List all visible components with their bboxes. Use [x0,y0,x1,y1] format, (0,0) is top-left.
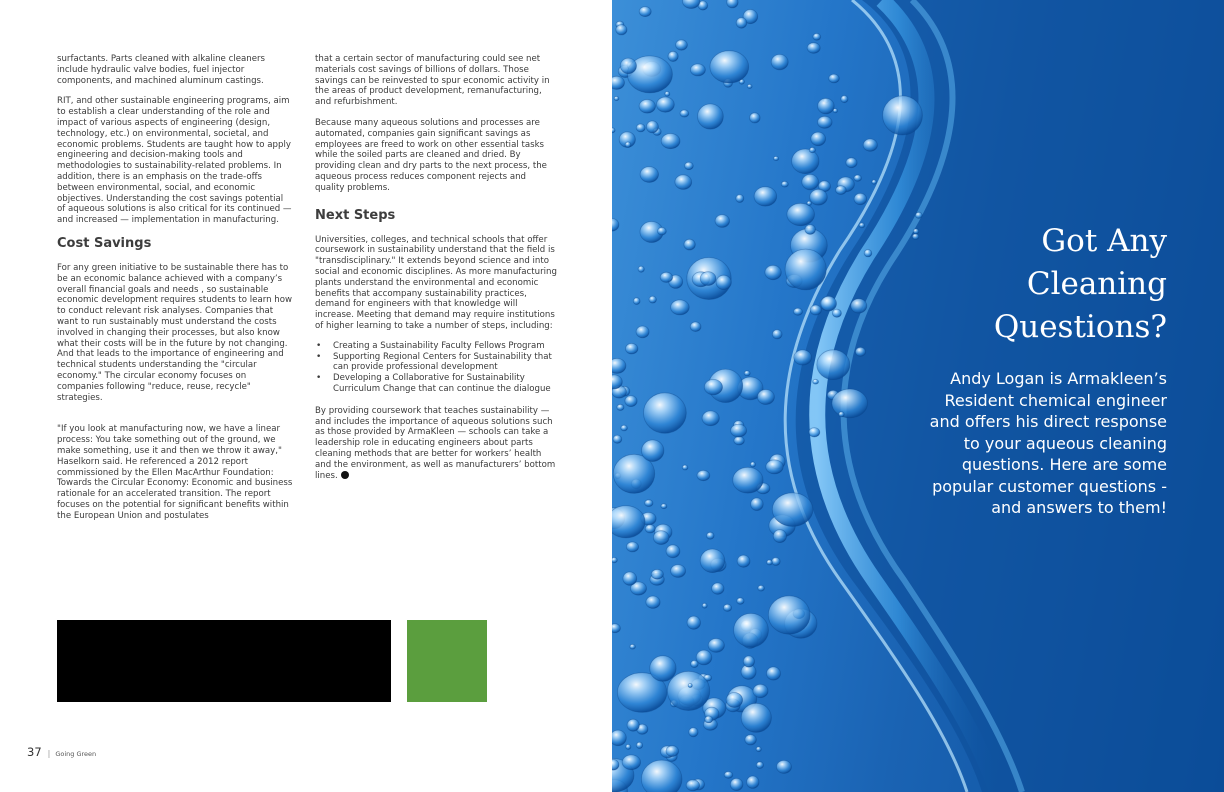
water-drop [621,425,628,431]
water-drop [809,147,815,152]
water-drop [660,272,672,282]
water-drop [612,760,619,771]
water-drop [658,227,667,235]
water-drop [741,703,771,732]
water-drop [666,746,679,757]
section-heading-cost-savings: Cost Savings [57,235,152,251]
magazine-name: Going Green [55,750,97,758]
water-drop [710,51,749,83]
water-drop [734,436,744,445]
water-drop [821,296,837,311]
water-drop [612,730,626,746]
water-drop [708,639,724,653]
water-drop [736,195,744,203]
intro-text: Andy Logan is Armakleen’s Resident chemical engineer and offers his direct response to your aqueous cleaning questions. Here are some popular customer questions - and answers to them! [929,369,1167,517]
water-drop [697,470,710,480]
water-drop [612,624,620,633]
water-drop [767,560,773,565]
water-drop [872,180,877,184]
water-drop [702,411,719,426]
paragraph: For any green initiative to be sustainable there has to be an economic balance achieved with a company’s overall financial goals and needs , so sustainable economic development requires students to learn how to conduct relevant risk analyses. Companies that want to run sustainably must understand the costs involved in changing their processes, but also know what their costs will be in the future by not changing. And that leads to the importance of engineering and technical students understanding the "circular economy." The circular economy focuses on companies following "reduce, reuse, recycle" strategies. [57,262,293,403]
water-drop [851,299,867,313]
water-drop [636,326,649,338]
water-drop [640,167,658,183]
water-drop [661,134,680,149]
steps-list [315,341,558,395]
water-drop [671,300,690,315]
water-drop [653,531,669,545]
water-drop [836,186,847,195]
right-page [612,0,1224,792]
water-drop [757,390,774,405]
water-drop [650,656,676,682]
water-drop [756,747,761,752]
water-drop [807,43,820,54]
water-drop [787,203,815,225]
water-drop [690,322,701,332]
water-drop [766,460,783,474]
water-drop [772,558,781,566]
water-drop [854,175,862,181]
water-drop [651,569,663,579]
water-drop [855,347,865,356]
paragraph [315,406,558,482]
water-drop [612,128,615,133]
water-drop [811,132,826,146]
water-drop [675,175,692,190]
water-drop [829,74,840,83]
water-drop [690,64,705,76]
water-drop [700,549,725,573]
water-drop [696,650,712,665]
water-drop [754,187,777,206]
paragraph: "If you look at manufacturing now, we have a linear process: You take something out of the ground, we make something, use it and then we throw it away," Haselkorn said. He referenced a 2012 report commissioned by the Ellen MacArthur Foundation: Towards the Circular Economy: Economic and business rationale for an accelerated transition. The report focuses on the potential for significant benefits within the European Union and postulates [57,424,293,521]
end-mark-icon [341,471,349,479]
closing-text: By providing coursework that teaches sustainability — and includes the importance of aqueous solutions such as those provided by ArmaKleen — schools can take a leadership role in educating engineers about parts cleaning methods that are better for workers’ health and the environment, as well as manufacturers’ bottom lines. [315,405,556,481]
water-drop [686,780,699,791]
water-drop [737,598,744,605]
water-drop [612,557,617,562]
water-drop [702,603,707,608]
water-drop [802,174,819,189]
water-drop [765,265,781,279]
water-drop [723,604,731,611]
water-drop [612,76,625,89]
water-drop [745,735,756,745]
water-drop [810,305,821,315]
water-drop [641,760,682,792]
text-column-left [57,54,293,521]
headline-line: Got Any [1041,223,1167,259]
list-item: • Supporting Regional Centers for Sustainability that can provide professional development [315,352,558,374]
water-drop [727,0,738,8]
water-drop [612,219,619,232]
water-drop [744,371,750,376]
water-drop [915,212,922,218]
water-drop [671,565,686,578]
water-drop [813,33,821,40]
water-drop [809,428,820,437]
water-drop [794,308,803,315]
paragraph: surfactants. Parts cleaned with alkaline cleaners include hydraulic valve bodies, fuel injector components, and machined aluminum castings. [57,54,265,86]
water-drop [724,772,733,779]
water-drop [666,545,680,558]
water-drop [773,530,786,543]
water-drop [726,693,742,708]
water-drop [839,412,845,417]
text-column-right [315,54,558,481]
water-drop [612,358,626,373]
water-drop [785,249,826,290]
water-drop [846,158,857,168]
water-drop [716,275,731,289]
water-drop [750,462,755,467]
water-drop [626,744,631,749]
water-drop [817,350,850,380]
water-drop [771,54,788,69]
water-drop [689,728,698,737]
water-drop [625,142,631,148]
paragraph: that a certain sector of manufacturing could see net materials cost savings of billions of dollars. Those savings can be reinvested to spur economic activity in the areas of product development, remanufacturing, and refurbishment. [315,54,550,108]
water-drop [756,762,763,769]
water-drop [751,498,764,511]
paragraph: Because many aqueous solutions and processes are automated, companies gain significant savings as employees are freed to work on other essential tasks while the soiled parts are cleaned and dried. By providing clean and dry parts to the next process, the aqueous process reduces component rejects and quality problems. [315,117,547,193]
water-drop [758,585,765,591]
water-drop [617,404,624,410]
water-drop [772,330,782,339]
water-drop [781,181,788,187]
water-drop [661,504,667,509]
water-drop [680,110,689,117]
water-drop [833,109,837,113]
water-drop [636,124,645,132]
water-drop [612,506,645,538]
list-item: • Developing a Collaborative for Sustainability Curriculum Change that can continue the dialogue [315,373,558,395]
water-drop [747,84,752,88]
water-drop [743,656,754,667]
water-drop [818,116,833,128]
water-drop [774,156,779,160]
water-drop [687,616,700,629]
water-drop [864,250,872,257]
water-drop [734,613,769,647]
water-drop [644,393,687,433]
water-drop [639,7,651,17]
water-drop [768,596,810,634]
water-drop [747,776,759,788]
water-drop [676,40,688,50]
water-drop [715,215,729,228]
water-drop [832,389,868,418]
water-drop [854,193,867,204]
water-drop [627,719,639,731]
water-drop [620,58,636,74]
water-drop [705,716,713,723]
water-drop [810,189,828,205]
water-drop [700,272,716,286]
water-drop [688,684,692,688]
water-drop [633,298,640,305]
water-drop [832,309,841,317]
water-drop [698,104,724,129]
headline-line: Questions? [993,309,1167,345]
water-drop [805,225,816,235]
black-block [57,620,391,702]
page-number: 37 [27,745,42,759]
water-drop [683,0,700,9]
water-drop [859,223,865,228]
water-drop [685,162,694,170]
water-drop [667,671,709,710]
water-drop [772,493,813,527]
water-drop [777,760,792,773]
green-block [407,620,487,702]
water-drop [737,555,750,567]
water-drop [863,139,877,151]
footer-separator: | [47,749,51,758]
section-heading-next-steps: Next Steps [315,207,396,223]
water-drop [626,343,638,354]
water-drop [730,778,743,790]
water-drop [794,350,812,365]
water-drop [883,96,923,135]
water-drop [646,121,658,133]
water-drop [646,596,660,608]
water-drop [767,667,781,680]
water-drop [750,113,761,123]
water-drop [736,18,747,29]
water-drop [712,583,724,594]
water-drop [642,440,664,462]
water-drop [649,296,656,303]
water-drop [665,92,670,97]
water-drop [733,467,763,493]
headline [907,220,1167,349]
water-drop [623,572,637,585]
water-drop [622,755,640,770]
water-drop [818,98,835,114]
water-drop [638,266,644,272]
water-drop [636,742,642,748]
water-drop [792,149,819,174]
water-drop [657,97,675,112]
water-drop [639,100,655,114]
water-drop [616,25,627,35]
water-drop [645,500,653,507]
water-drop [626,542,638,552]
water-drop [645,525,655,533]
list-item: • Creating a Sustainability Faculty Fellows Program [315,341,558,352]
headline-line: Cleaning [1026,266,1167,302]
water-drop [704,379,722,394]
water-drop [753,684,768,697]
water-drop [613,435,622,443]
water-drop [813,379,819,384]
water-drop [630,644,636,649]
water-drop [707,532,715,539]
water-drop [682,465,688,470]
water-drop [668,51,678,61]
paragraph: Universities, colleges, and technical schools that offer coursework in sustainability understand that the field is "transdisciplinary." It extends beyond science and into social and economic disciplines. As more manufacturing plants understand the environmental and economic benefits that accompany sustainability practices, demand for engineers with that knowledge will increase. Meeting that demand may require institutions of higher learning to take a number of steps, including: [315,234,557,331]
water-drop [614,96,619,100]
water-drop [841,96,848,103]
water-drop [625,396,637,407]
water-drop [731,424,747,437]
page-footer [27,745,96,759]
paragraph: RIT, and other sustainable engineering programs, aim to establish a clear understanding of the role and impact of various aspects of engineering (design, technology, etc.) on environmental, societal, and economic problems. Students are taught how to apply engineering and decision-making tools and methodologies to sustainability-related problems. In addition, there is an emphasis on the trade-offs between environmental, social, and economic objectives. Understanding the cost savings potential of aqueous solutions is also critical for its continued — and increased — implementation in manufacturing. [57,96,292,226]
water-drop [684,239,695,250]
